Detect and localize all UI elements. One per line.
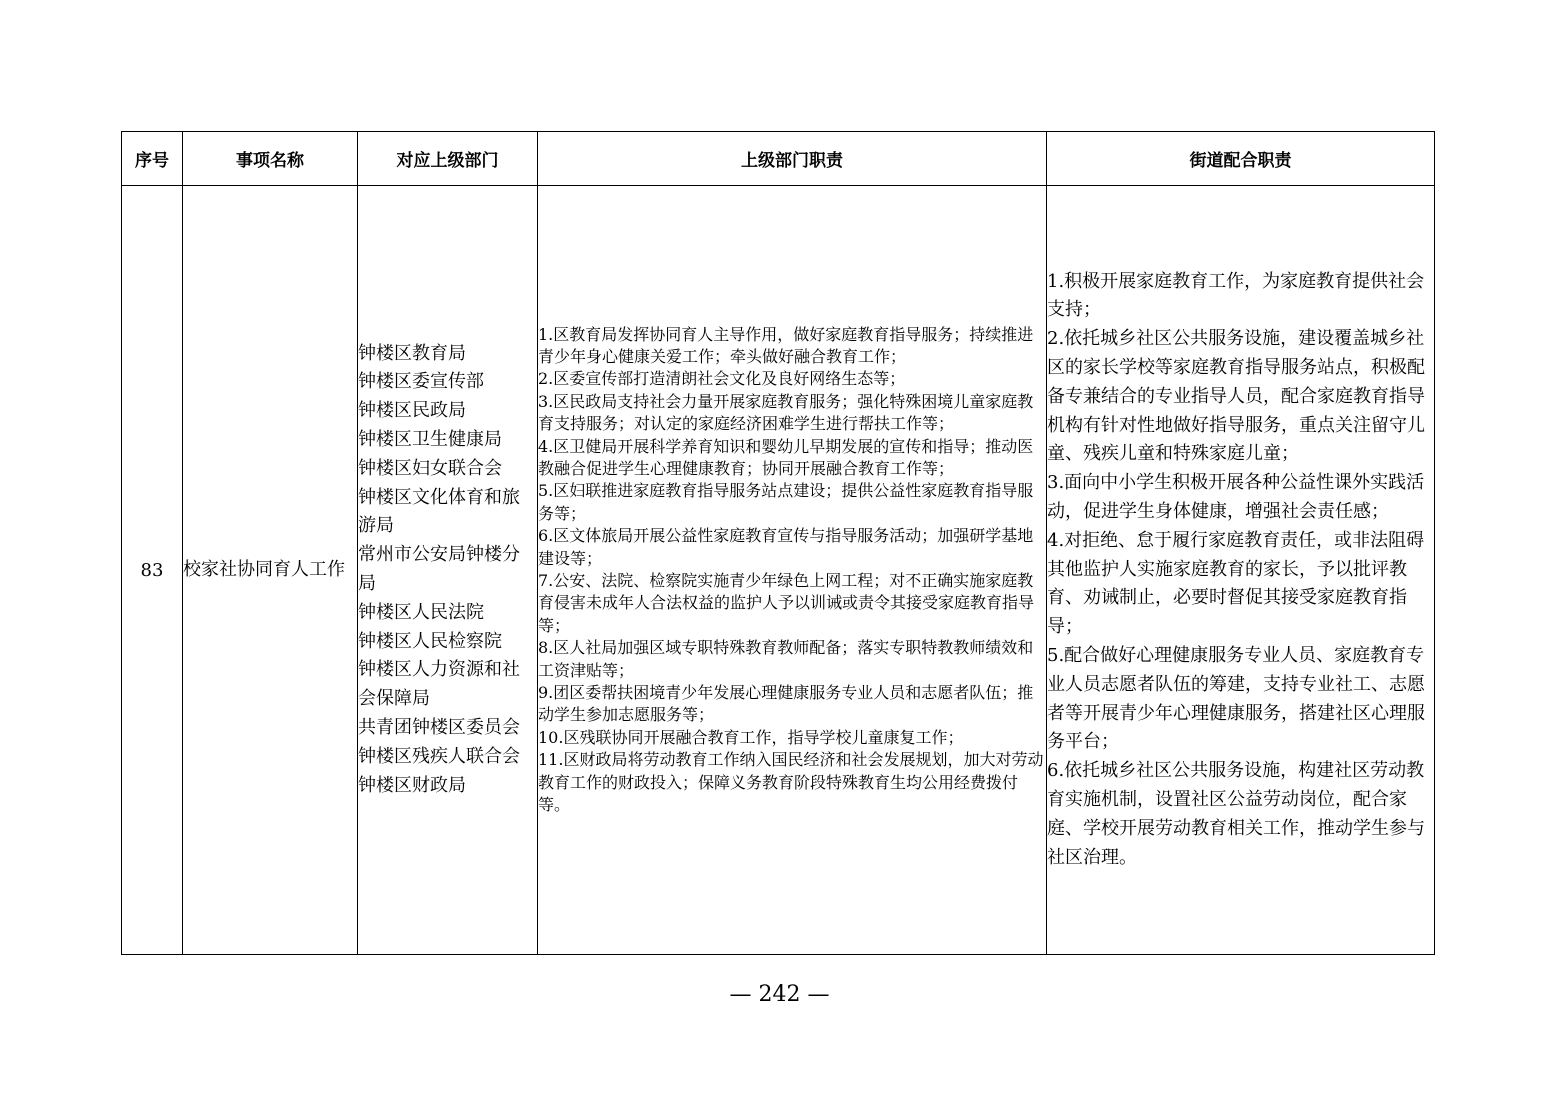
department-item: 钟楼区文化体育和旅游局 bbox=[358, 486, 520, 537]
street-duty-item: 3.面向中小学生积极开展各种公益性课外实践活动，促进学生身体健康，增强社会责任感； bbox=[1047, 472, 1425, 522]
department-item: 钟楼区人民法院 bbox=[358, 601, 484, 623]
table-header-row bbox=[122, 132, 1435, 186]
department-item: 钟楼区妇女联合会 bbox=[358, 457, 502, 479]
department-list bbox=[358, 186, 538, 955]
header-no: 序号 bbox=[122, 132, 183, 186]
department-item: 钟楼区人民检察院 bbox=[358, 630, 502, 652]
department-item: 共青团钟楼区委员会 bbox=[358, 716, 520, 738]
upper-duty-item: 1.区教育局发挥协同育人主导作用，做好家庭教育指导服务；持续推进青少年身心健康关爱工作；牵头做好融合教育工作； bbox=[538, 324, 1034, 366]
department-item: 钟楼区财政局 bbox=[358, 774, 466, 796]
street-duty-item: 5.配合做好心理健康服务专业人员、家庭教育专业人员志愿者队伍的筹建，支持专业社工、志愿者等开展青少年心理健康服务，搭建社区心理服务平台； bbox=[1047, 644, 1425, 753]
department-item: 常州市公安局钟楼分局 bbox=[358, 544, 520, 594]
department-item: 钟楼区委宣传部 bbox=[358, 371, 484, 393]
upper-duty-item: 5.区妇联推进家庭教育指导服务站点建设；提供公益性家庭教育指导服务等； bbox=[538, 481, 1034, 523]
department-item: 钟楼区教育局 bbox=[358, 342, 466, 364]
upper-duty-item: 3.区民政局支持社会力量开展家庭教育服务；强化特殊困境儿童家庭教育支持服务；对认定的家庭经济困难学生进行帮扶工作等； bbox=[538, 391, 1034, 434]
department-item: 钟楼区卫生健康局 bbox=[358, 429, 502, 451]
upper-duty-item: 2.区委宣传部打造清朗社会文化及良好网络生态等； bbox=[538, 369, 906, 389]
department-item: 钟楼区民政局 bbox=[358, 400, 466, 422]
page-number: — 242 — bbox=[729, 982, 830, 1007]
upper-duty-item: 8.区人社局加强区域专职特殊教育教师配备；落实专职特教教师绩效和工资津贴等； bbox=[538, 638, 1034, 680]
upper-duty-item: 10.区残联协同开展融合教育工作，指导学校儿童康复工作； bbox=[538, 727, 964, 747]
table-row bbox=[122, 186, 1435, 955]
upper-duty-item: 4.区卫健局开展科学养育知识和婴幼儿早期发展的宣传和指导；推动医教融合促进学生心理健康教育；协同开展融合教育工作等； bbox=[538, 436, 1034, 478]
row-number: 83 bbox=[122, 186, 183, 955]
item-name: 校家社协同育人工作 bbox=[183, 186, 358, 955]
upper-duty-item: 11.区财政局将劳动教育工作纳入国民经济和社会发展规划，加大对劳动教育工作的财政投入；保障义务教育阶段特殊教育生均公用经费拨付等。 bbox=[538, 750, 1044, 815]
department-item: 钟楼区残疾人联合会 bbox=[358, 745, 520, 767]
department-item: 钟楼区人力资源和社会保障局 bbox=[358, 659, 520, 710]
header-department: 对应上级部门 bbox=[358, 132, 538, 186]
street-duty-item: 1.积极开展家庭教育工作，为家庭教育提供社会支持； bbox=[1047, 270, 1425, 321]
upper-duty-item: 9.团区委帮扶困境青少年发展心理健康服务专业人员和志愿者队伍；推动学生参加志愿服务等； bbox=[538, 683, 1034, 725]
street-duties bbox=[1047, 186, 1435, 955]
header-street-duties: 街道配合职责 bbox=[1047, 132, 1435, 186]
street-duty-item: 4.对拒绝、怠于履行家庭教育责任，或非法阻碍其他监护人实施家庭教育的家长，予以批评教育、劝诫制止，必要时督促其接受家庭教育指导； bbox=[1047, 529, 1425, 638]
upper-duty-item: 7.公安、法院、检察院实施青少年绿色上网工程；对不正确实施家庭教育侵害未成年人合法权益的监护人予以训诫或责令其接受家庭教育指导等； bbox=[538, 571, 1035, 635]
street-duty-item: 6.依托城乡社区公共服务设施，构建社区劳动教育实施机制，设置社区公益劳动岗位，配合家庭、学校开展劳动教育相关工作，推动学生参与社区治理。 bbox=[1047, 760, 1425, 868]
header-upper-duties: 上级部门职责 bbox=[538, 132, 1047, 186]
upper-duties bbox=[538, 186, 1047, 955]
street-duty-item: 2.依托城乡社区公共服务设施，建设覆盖城乡社区的家长学校等家庭教育指导服务站点，积极配备专兼结合的专业指导人员，配合家庭教育指导机构有针对性地做好指导服务，重点关注留守儿童、残疾儿童和特殊家庭儿童； bbox=[1047, 328, 1425, 465]
duty-table bbox=[121, 131, 1435, 955]
header-item-name: 事项名称 bbox=[183, 132, 358, 186]
upper-duty-item: 6.区文体旅局开展公益性家庭教育宣传与指导服务活动；加强研学基地建设等； bbox=[538, 526, 1034, 568]
